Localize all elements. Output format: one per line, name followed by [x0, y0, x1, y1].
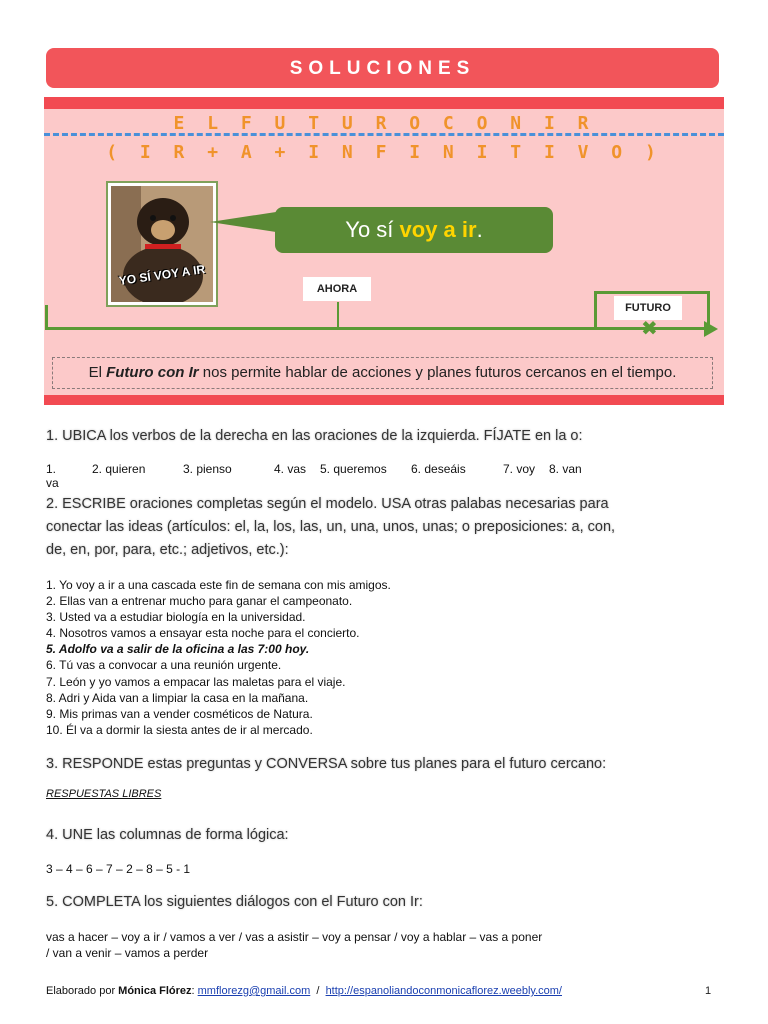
- section-1-title: 1. UBICA los verbos de la derecha en las oraciones de la izquierda. FÍJATE en la o:: [46, 428, 583, 444]
- photo-caption: YO SÍ VOY A IR: [117, 262, 207, 288]
- s2-line-7: 7. León y yo vamos a empacar las maletas para el viaje.: [46, 675, 346, 689]
- solutions-banner: SOLUCIONES: [46, 48, 719, 88]
- answer-3: 3. pienso: [183, 462, 232, 476]
- section-5-answer-line-1: vas a hacer – voy a ir / vamos a ver / vas a asistir – voy a pensar / voy a hablar – vas a poner: [46, 930, 543, 944]
- definition-box: [52, 357, 713, 389]
- bubble-suffix: .: [476, 217, 483, 242]
- footer: [46, 985, 562, 997]
- bubble-highlight: voy a ir: [399, 217, 477, 242]
- s2-line-5-model: 5. Adolfo va a salir de la oficina a las 7:00 hoy.: [46, 642, 310, 656]
- s2-line-3: 3. Usted va a estudiar biología en la universidad.: [46, 610, 306, 624]
- s2-line-6: 6. Tú vas a convocar a una reunión urgente.: [46, 658, 282, 672]
- footer-separator: /: [310, 985, 326, 997]
- bubble-prefix: Yo sí: [345, 217, 400, 242]
- section-3-answer: RESPUESTAS LIBRES: [46, 788, 162, 800]
- now-label: AHORA: [303, 277, 371, 301]
- footer-author: Mónica Flórez: [118, 985, 192, 997]
- answer-5: 5. queremos: [320, 462, 387, 476]
- section-2-title-line-3: de, en, por, para, etc.; adjetivos, etc.):: [46, 542, 289, 558]
- answer-2: 2. quieren: [92, 462, 146, 476]
- section-2-title-line-1: 2. ESCRIBE oraciones completas según el modelo. USA otras palabas necesarias para: [46, 496, 609, 512]
- s2-line-8: 8. Adri y Aida van a limpiar la casa en la mañana.: [46, 691, 309, 705]
- answer-1: 1. va: [46, 462, 59, 490]
- timeline-now-tick: [337, 302, 339, 328]
- s2-line-9: 9. Mis primas van a vender cosméticos de Natura.: [46, 707, 313, 721]
- footer-website-link[interactable]: http://espanoliandoconmonicaflorez.weebly.com/: [325, 985, 562, 997]
- hero-subtitle: ( I R + A + I N F I N I T I V O ): [106, 142, 662, 163]
- hero-top-bar: [44, 97, 724, 109]
- section-5-answer-line-2: / van a venir – vamos a perder: [46, 946, 209, 960]
- section-3-title: 3. RESPONDE estas preguntas y CONVERSA sobre tus planes para el futuro cercano:: [46, 756, 607, 772]
- s2-line-1: 1. Yo voy a ir a una cascada este fin de semana con mis amigos.: [46, 578, 391, 592]
- section-4-title: 4. UNE las columnas de forma lógica:: [46, 827, 289, 843]
- cross-icon: ✖: [641, 318, 658, 340]
- speech-bubble-tail: [210, 212, 276, 232]
- section-4-answer: 3 – 4 – 6 – 7 – 2 – 8 – 5 - 1: [46, 862, 191, 876]
- s2-line-2: 2. Ellas van a entrenar mucho para ganar el campeonato.: [46, 594, 353, 608]
- section-2-title-line-2: conectar las ideas (artículos: el, la, los, las, un, una, unos, unas; o preposiciones: a, con,: [46, 519, 616, 535]
- footer-colon: :: [191, 985, 198, 997]
- page-number: 1: [705, 985, 712, 997]
- hero-title: E L F U T U R O C O N I R: [173, 113, 595, 134]
- answer-6: 6. deseáis: [411, 462, 466, 476]
- future-label: FUTURO: [614, 296, 682, 320]
- s2-line-10: 10. Él va a dormir la siesta antes de ir al mercado.: [46, 723, 313, 737]
- def-prefix: El: [88, 364, 107, 381]
- answer-4: 4. vas: [274, 462, 307, 476]
- def-bold: Futuro con Ir: [106, 364, 199, 381]
- answer-8: 8. van: [549, 462, 582, 476]
- section-5-title: 5. COMPLETA los siguientes diálogos con el Futuro con Ir:: [46, 894, 423, 910]
- speech-bubble: [275, 207, 553, 253]
- dog-photo: [108, 183, 216, 305]
- answer-7: 7. voy: [503, 462, 536, 476]
- footer-prefix: Elaborado por: [46, 985, 119, 997]
- hero-bottom-bar: [44, 395, 724, 405]
- def-rest: nos permite hablar de acciones y planes futuros cercanos en el tiempo.: [198, 364, 677, 381]
- footer-email-link[interactable]: mmflorezg@gmail.com: [197, 985, 311, 997]
- s2-line-4: 4. Nosotros vamos a ensayar esta noche para el concierto.: [46, 626, 360, 640]
